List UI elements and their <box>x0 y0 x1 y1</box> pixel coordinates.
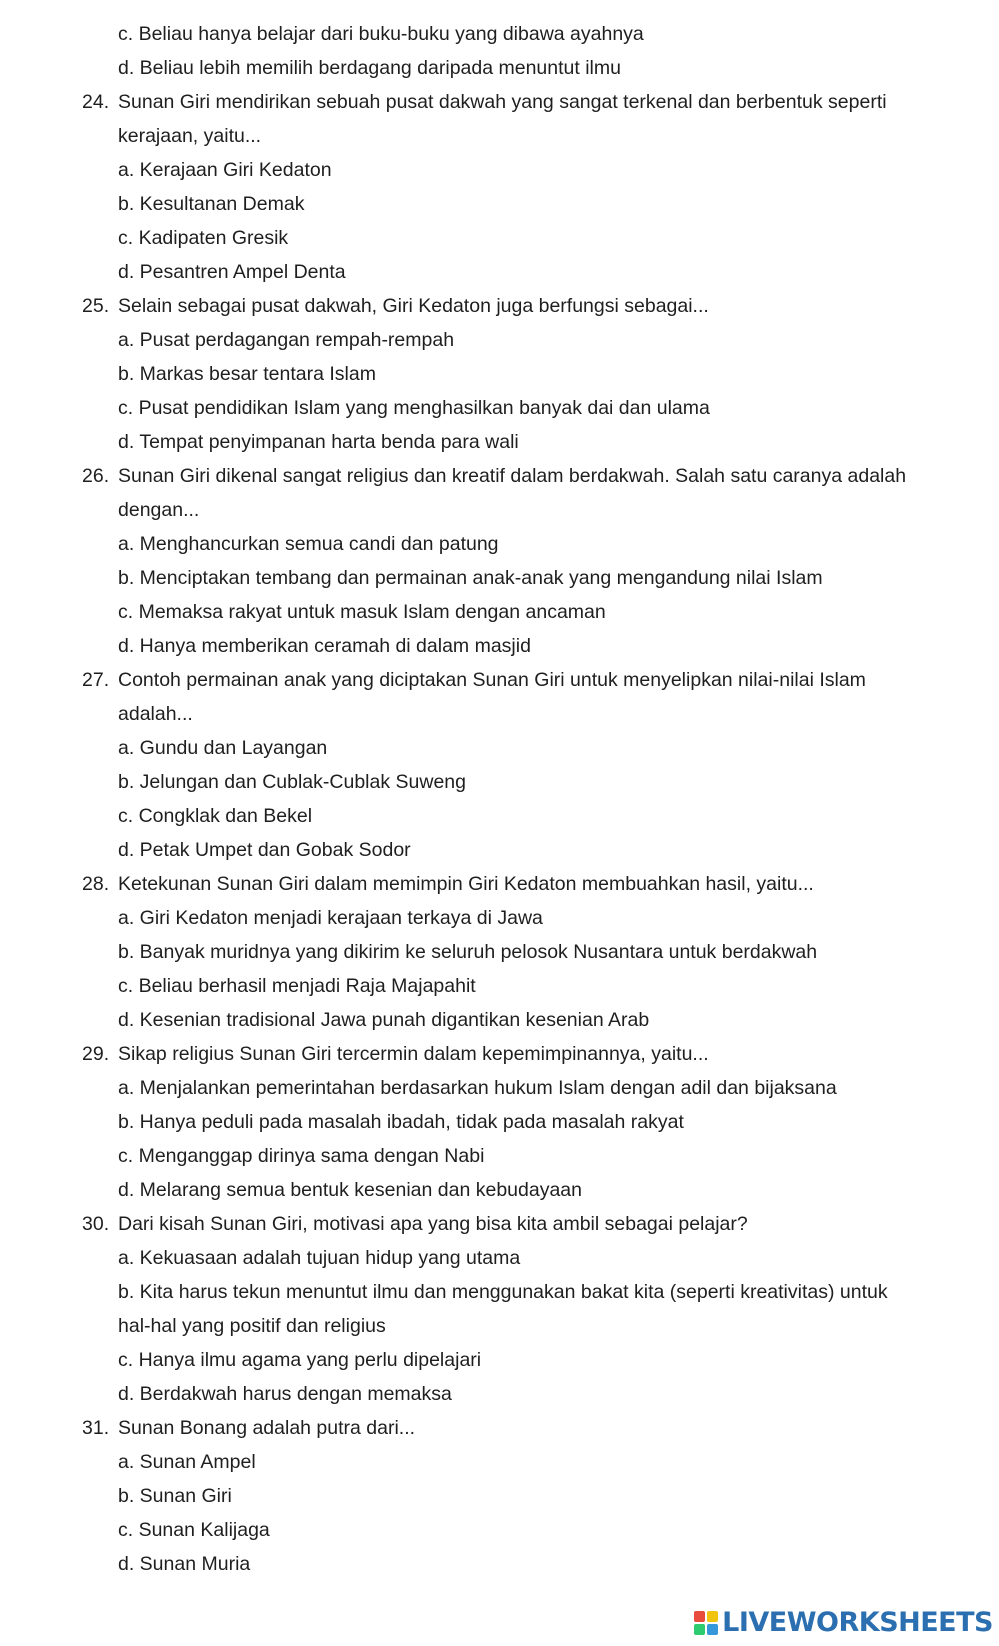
question-number: 29. <box>82 1043 110 1065</box>
liveworksheets-brand[interactable] <box>694 1608 993 1638</box>
question-number: 27. <box>82 669 110 691</box>
question-line <box>0 1207 999 1241</box>
answer-option: d. Sunan Muria <box>118 1553 251 1575</box>
question-text-continuation: adalah... <box>118 703 193 725</box>
answer-option: c. Hanya ilmu agama yang perlu dipelajari <box>118 1349 482 1371</box>
question-text: Ketekunan Sunan Giri dalam memimpin Giri Kedaton membuahkan hasil, yaitu... <box>118 873 814 895</box>
question-text: Sunan Bonang adalah putra dari... <box>118 1417 416 1439</box>
answer-option: c. Kadipaten Gresik <box>118 227 289 249</box>
answer-option: b. Hanya peduli pada masalah ibadah, tidak pada masalah rakyat <box>118 1111 684 1133</box>
question-text-continuation: hal-hal yang positif dan religius <box>118 1315 386 1337</box>
answer-option: b. Banyak muridnya yang dikirim ke seluruh pelosok Nusantara untuk berdakwah <box>118 941 818 963</box>
answer-option: d. Berdakwah harus dengan memaksa <box>118 1383 452 1405</box>
answer-option: a. Pusat perdagangan rempah-rempah <box>118 329 455 351</box>
answer-option: a. Menghancurkan semua candi dan patung <box>118 533 499 555</box>
question-number: 24. <box>82 91 110 113</box>
question-number: 25. <box>82 295 110 317</box>
question-line <box>0 867 999 901</box>
question-text: Dari kisah Sunan Giri, motivasi apa yang bisa kita ambil sebagai pelajar? <box>118 1213 748 1235</box>
brand-name: LIVEWORKSHEETS <box>722 1607 993 1638</box>
question-number: 28. <box>82 873 110 895</box>
answer-option: b. Markas besar tentara Islam <box>118 363 376 385</box>
question-line <box>0 663 999 697</box>
question-text: Sunan Giri dikenal sangat religius dan kreatif dalam berdakwah. Salah satu caranya adalah <box>118 465 907 487</box>
answer-option: a. Sunan Ampel <box>118 1451 256 1473</box>
logo-square <box>707 1624 718 1635</box>
answer-option: d. Melarang semua bentuk kesenian dan kebudayaan <box>118 1179 582 1201</box>
answer-option: a. Giri Kedaton menjadi kerajaan terkaya di Jawa <box>118 907 543 929</box>
question-line <box>0 1037 999 1071</box>
question-text: Contoh permainan anak yang diciptakan Sunan Giri untuk menyelipkan nilai-nilai Islam <box>118 669 866 691</box>
question-line <box>0 1411 999 1445</box>
question-line <box>0 459 999 493</box>
question-number: 26. <box>82 465 110 487</box>
answer-option: b. Sunan Giri <box>118 1485 232 1507</box>
answer-option: d. Petak Umpet dan Gobak Sodor <box>118 839 411 861</box>
question-line <box>0 289 999 323</box>
question-line <box>0 85 999 119</box>
answer-option: c. Pusat pendidikan Islam yang menghasilkan banyak dai dan ulama <box>118 397 710 419</box>
answer-option: b. Jelungan dan Cublak-Cublak Suweng <box>118 771 466 793</box>
question-text-continuation: kerajaan, yaitu... <box>118 125 262 147</box>
logo-square <box>694 1611 705 1622</box>
answer-option: b. Menciptakan tembang dan permainan anak-anak yang mengandung nilai Islam <box>118 567 823 589</box>
answer-option: c. Memaksa rakyat untuk masuk Islam dengan ancaman <box>118 601 606 623</box>
answer-option: c. Congklak dan Bekel <box>118 805 313 827</box>
answer-option: b. Kesultanan Demak <box>118 193 305 215</box>
answer-option: a. Menjalankan pemerintahan berdasarkan hukum Islam dengan adil dan bijaksana <box>118 1077 837 1099</box>
liveworksheets-logo-icon <box>694 1611 718 1635</box>
answer-option: d. Pesantren Ampel Denta <box>118 261 346 283</box>
answer-option: c. Menganggap dirinya sama dengan Nabi <box>118 1145 485 1167</box>
question-text: Sunan Giri mendirikan sebuah pusat dakwah yang sangat terkenal dan berbentuk seperti <box>118 91 887 113</box>
answer-option: d. Kesenian tradisional Jawa punah digantikan kesenian Arab <box>118 1009 650 1031</box>
answer-option: c. Sunan Kalijaga <box>118 1519 270 1541</box>
answer-option: a. Kekuasaan adalah tujuan hidup yang utama <box>118 1247 521 1269</box>
answer-option: c. Beliau hanya belajar dari buku-buku yang dibawa ayahnya <box>118 23 644 45</box>
worksheet-page <box>0 17 999 1581</box>
question-number: 30. <box>82 1213 110 1235</box>
question-number: 31. <box>82 1417 110 1439</box>
answer-option: a. Kerajaan Giri Kedaton <box>118 159 332 181</box>
answer-option: c. Beliau berhasil menjadi Raja Majapahit <box>118 975 476 997</box>
question-text-continuation: dengan... <box>118 499 200 521</box>
answer-option: a. Gundu dan Layangan <box>118 737 328 759</box>
question-text: Sikap religius Sunan Giri tercermin dalam kepemimpinannya, yaitu... <box>118 1043 709 1065</box>
answer-option: d. Tempat penyimpanan harta benda para wali <box>118 431 519 453</box>
logo-square <box>707 1611 718 1622</box>
answer-option: d. Beliau lebih memilih berdagang daripada menuntut ilmu <box>118 57 621 79</box>
answer-option: d. Hanya memberikan ceramah di dalam masjid <box>118 635 531 657</box>
answer-option: b. Kita harus tekun menuntut ilmu dan menggunakan bakat kita (seperti kreativitas) untuk <box>118 1281 888 1303</box>
question-text: Selain sebagai pusat dakwah, Giri Kedaton juga berfungsi sebagai... <box>118 295 709 317</box>
logo-square <box>694 1624 705 1635</box>
